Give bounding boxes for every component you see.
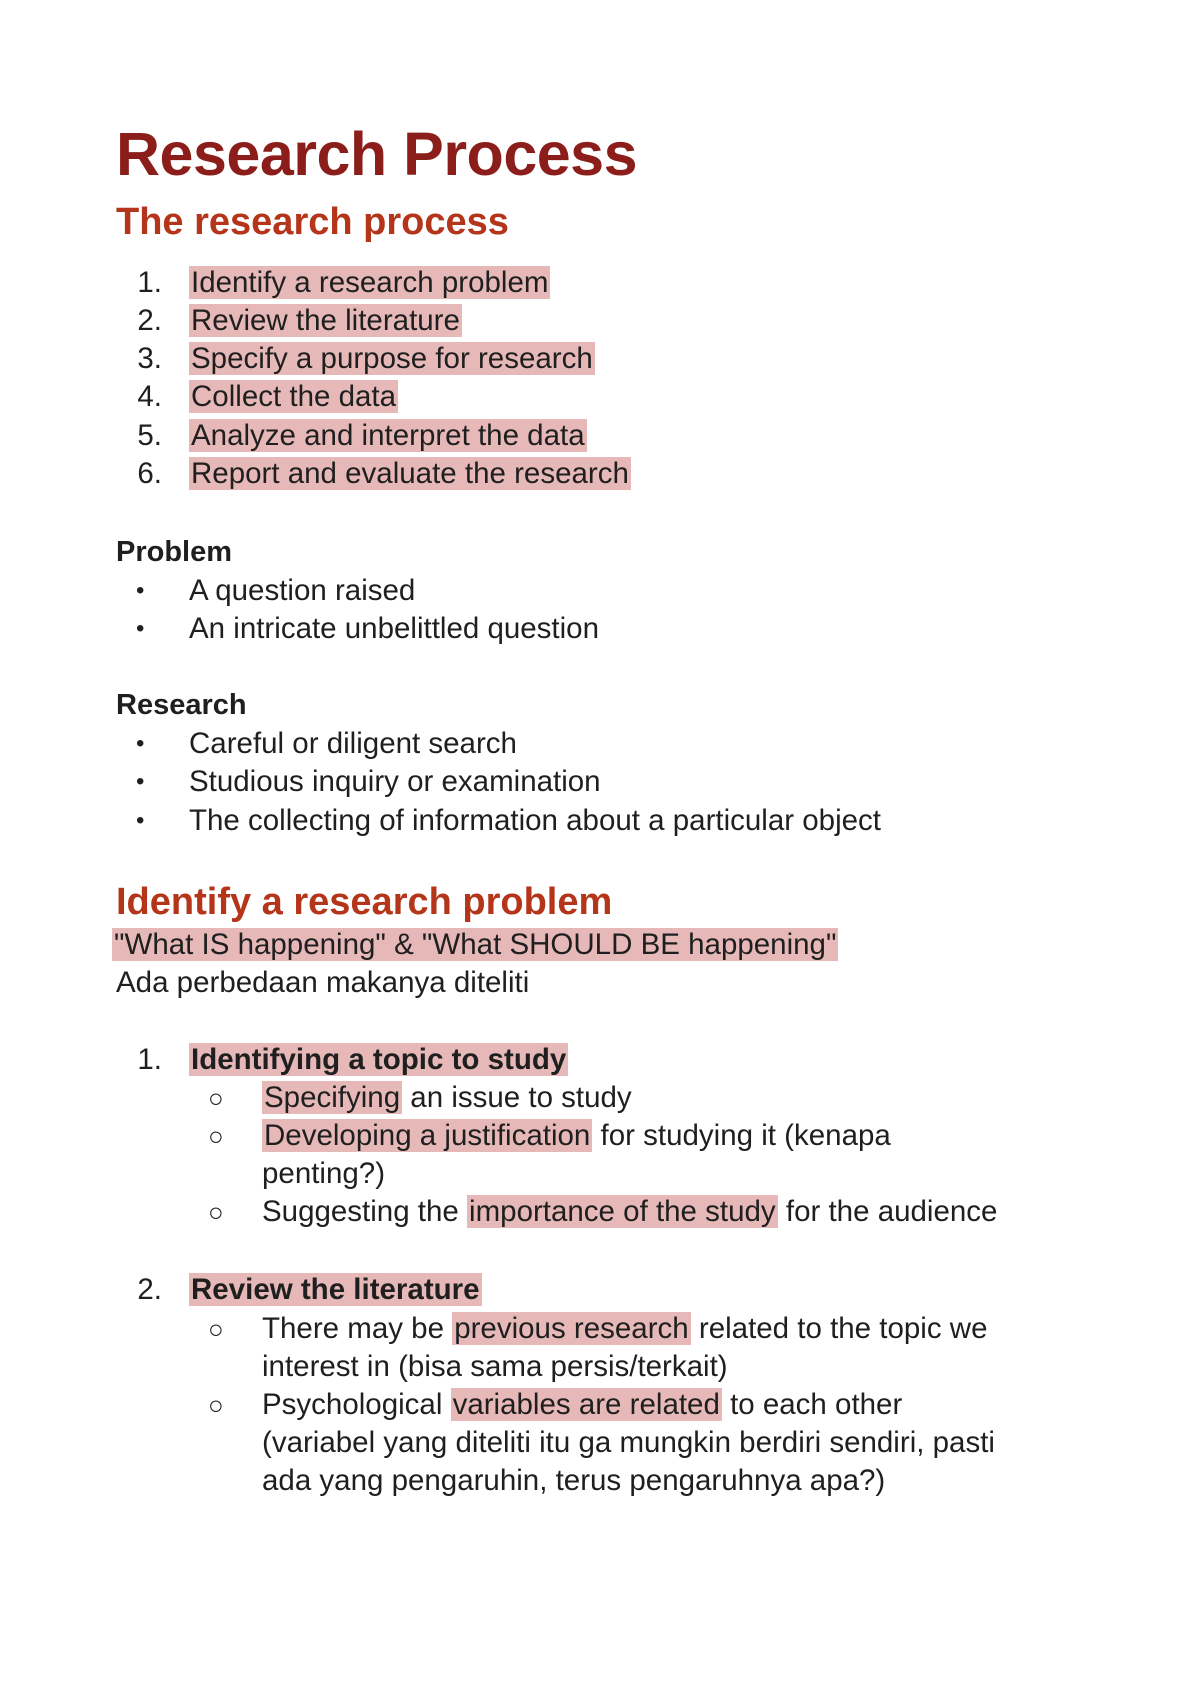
circle-bullet-icon: ○ xyxy=(208,1121,224,1151)
bullet-icon: • xyxy=(136,807,145,834)
page-title: Research Process xyxy=(116,120,638,188)
section-heading-identify-problem: Identify a research problem xyxy=(116,881,613,923)
sub-item: Developing a justification for studying it (kenapa xyxy=(264,1119,891,1152)
step-item: Analyze and interpret the data xyxy=(191,419,585,452)
step-item: Identify a research problem xyxy=(191,266,549,299)
step-item: Review the literature xyxy=(191,304,460,337)
problem-item: A question raised xyxy=(189,574,416,607)
circle-bullet-icon: ○ xyxy=(208,1314,224,1344)
sub-item: Psychological variables are related to each other xyxy=(262,1388,903,1421)
sub-item-continued: ada yang pengaruhin, terus pengaruhnya apa?) xyxy=(262,1464,886,1497)
part-number: 2. xyxy=(137,1273,162,1306)
sub-item-continued: penting?) xyxy=(262,1157,386,1190)
sub-item-continued: interest in (bisa sama persis/terkait) xyxy=(262,1350,728,1383)
part-title: Review the literature xyxy=(191,1273,480,1306)
step-number: 4. xyxy=(137,380,162,413)
research-item: Careful or diligent search xyxy=(189,727,517,760)
research-item: The collecting of information about a particular object xyxy=(189,804,881,837)
section-heading-research-process: The research process xyxy=(116,201,509,243)
circle-bullet-icon: ○ xyxy=(208,1197,224,1227)
part-title: Identifying a topic to study xyxy=(191,1043,567,1076)
step-number: 2. xyxy=(137,304,162,337)
bullet-icon: • xyxy=(136,730,145,757)
circle-bullet-icon: ○ xyxy=(208,1083,224,1113)
sub-item: There may be previous research related to the topic we xyxy=(262,1312,988,1345)
sub-item: Specifying an issue to study xyxy=(264,1081,632,1114)
research-heading: Research xyxy=(116,689,247,721)
research-item: Studious inquiry or examination xyxy=(189,765,601,798)
sub-item-continued: (variabel yang diteliti itu ga mungkin berdiri sendiri, pasti xyxy=(262,1426,995,1459)
step-number: 1. xyxy=(137,266,162,299)
circle-bullet-icon: ○ xyxy=(208,1390,224,1420)
step-number: 5. xyxy=(137,419,162,452)
bullet-icon: • xyxy=(136,615,145,642)
bullet-icon: • xyxy=(136,577,145,604)
step-item: Collect the data xyxy=(191,380,396,413)
step-item: Specify a purpose for research xyxy=(191,342,593,375)
problem-heading: Problem xyxy=(116,536,233,568)
note-line: Ada perbedaan makanya diteliti xyxy=(116,966,530,999)
part-number: 1. xyxy=(137,1043,162,1076)
step-item: Report and evaluate the research xyxy=(191,457,629,490)
quote-line: "What IS happening" & "What SHOULD BE happening" xyxy=(114,928,837,961)
step-number: 6. xyxy=(137,457,162,490)
step-number: 3. xyxy=(137,342,162,375)
sub-item: Suggesting the importance of the study for the audience xyxy=(262,1195,998,1228)
bullet-icon: • xyxy=(136,768,145,795)
problem-item: An intricate unbelittled question xyxy=(189,612,599,645)
